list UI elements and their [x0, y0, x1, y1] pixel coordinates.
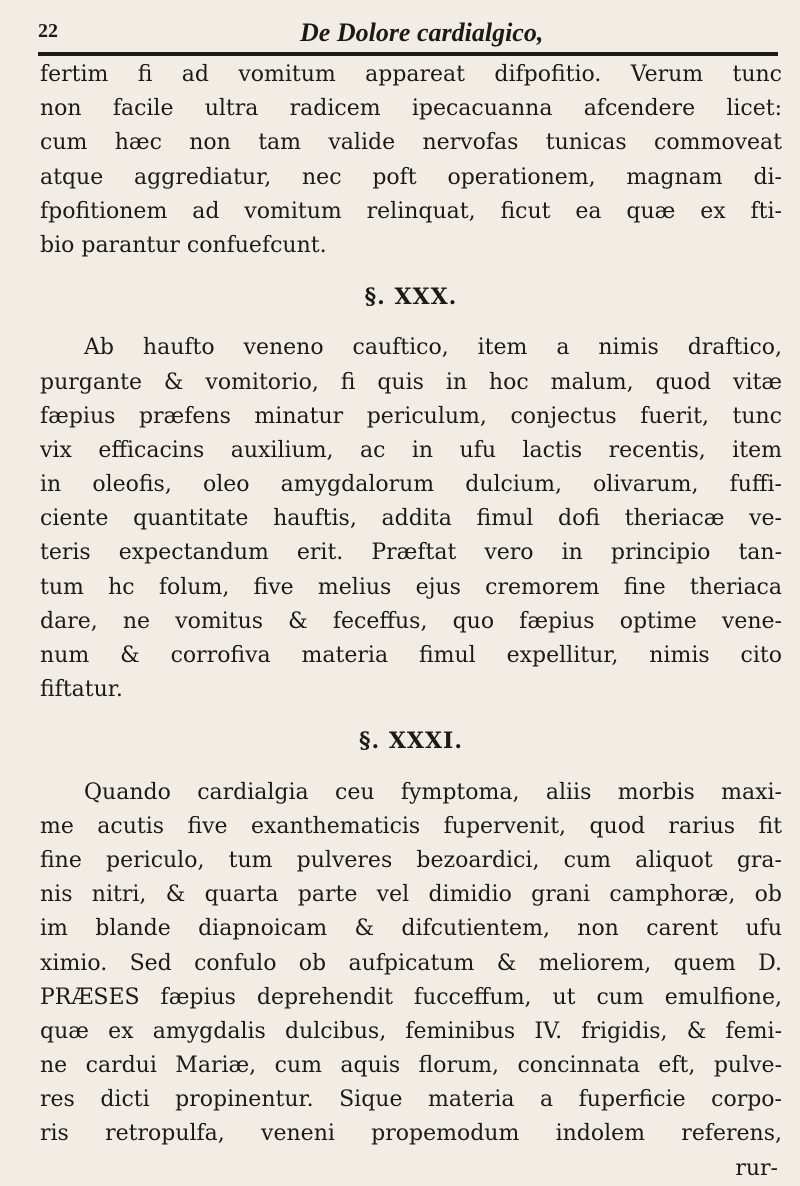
running-head: De Dolore cardialgico,: [300, 18, 544, 47]
paragraph-2-line: in oleofis, oleo amygdalorum dulcium, olivarum, fuffi-: [40, 472, 782, 498]
section-heading-xxxi: §. XXXI.: [359, 728, 463, 755]
paragraph-2-line: tum hc folum, five melius ejus cremorem fine theriaca: [40, 574, 782, 600]
paragraph-3-line: quæ ex amygdalis dulcibus, feminibus IV. frigidis, & femi-: [40, 1018, 782, 1044]
paragraph-1-line: non facile ultra radicem ipecacuanna afcendere licet:: [40, 96, 782, 122]
header-rule: [38, 52, 778, 56]
paragraph-2-line: ciente quantitate hauftis, addita fimul dofi theriacæ ve-: [40, 506, 782, 532]
paragraph-2-line: purgante & vomitorio, fi quis in hoc malum, quod vitæ: [40, 369, 782, 395]
paragraph-3-line: PRÆSES fæpius deprehendit fucceffum, ut cum emulfione,: [40, 984, 782, 1010]
section-heading-xxx: §. XXX.: [364, 284, 458, 311]
paragraph-3-line: fine periculo, tum pulveres bezoardici, cum aliquot gra-: [40, 847, 782, 873]
page-header: [38, 8, 778, 54]
paragraph-2-line: vix efficacins auxilium, ac in ufu lactis recentis, item: [40, 437, 782, 463]
page-number: 22: [38, 20, 58, 42]
paragraph-2-line: fæpius præfens minatur periculum, conjectus fuerit, tunc: [40, 403, 782, 429]
catchword: rur-: [735, 1155, 778, 1181]
paragraph-2-line: dare, ne vomitus & feceffus, quo fæpius optime vene-: [40, 608, 782, 634]
paragraph-2-line: fiftatur.: [40, 677, 123, 703]
paragraph-3-line: ximio. Sed confulo ob aufpicatum & meliorem, quem D.: [40, 950, 782, 976]
paragraph-3-line: res dicti propinentur. Sique materia a fuperficie corpo-: [40, 1087, 782, 1113]
paragraph-1-line: atque aggrediatur, nec poft operationem, magnam di-: [40, 164, 782, 190]
paragraph-3-line: ne cardui Mariæ, cum aquis florum, concinnata eft, pulve-: [40, 1053, 782, 1079]
paragraph-1-line: fertim fi ad vomitum appareat difpofitio. Verum tunc: [40, 62, 782, 87]
paragraph-2-line: num & corrofiva materia fimul expellitur, nimis cito: [40, 643, 782, 668]
paragraph-1-line: fpofitionem ad vomitum relinquat, ficut ea quæ ex fti-: [40, 198, 782, 224]
page-body: [40, 58, 782, 1186]
paragraph-3-line: Quando cardialgia ceu fymptoma, aliis morbis maxi-: [84, 779, 782, 805]
paragraph-3-line: im blande diapnoicam & difcutientem, non carent ufu: [40, 916, 782, 942]
paragraph-1-line: cum hæc non tam valide nervofas tunicas commoveat: [40, 130, 782, 156]
paragraph-2-line: Ab haufto veneno cauftico, item a nimis draftico,: [84, 335, 782, 361]
paragraph-3-line: ris retropulfa, veneni propemodum indolem referens,: [40, 1121, 782, 1147]
paragraph-1-line: bio parantur confuefcunt.: [40, 232, 327, 258]
paragraph-3-line: nis nitri, & quarta parte vel dimidio grani camphoræ, ob: [40, 882, 782, 908]
paragraph-3-line: me acutis five exanthematicis fupervenit, quod rarius fit: [40, 813, 782, 839]
paragraph-2-line: teris expectandum erit. Præftat vero in principio tan-: [40, 540, 782, 566]
